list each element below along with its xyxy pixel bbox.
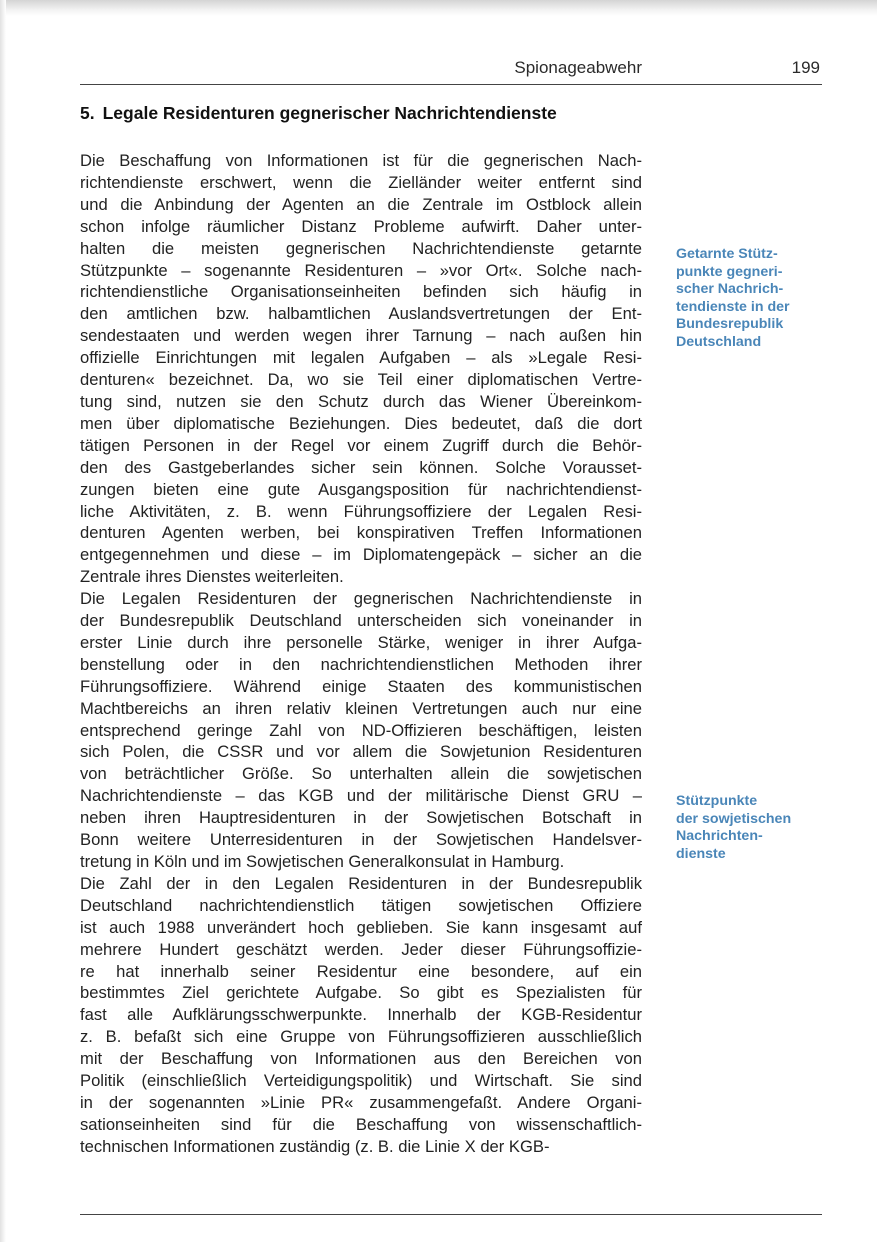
text-line: entsprechend geringe Zahl von ND-Offizieren beschäftigen, leisten <box>80 720 642 740</box>
section-number: 5. <box>80 103 95 123</box>
page-header <box>80 56 822 85</box>
text-line: der Bundesrepublik Deutschland unterscheiden sich voneinander in <box>80 611 642 631</box>
text-line: Deutschland nachrichtendienstlich tätigen sowjetischen Offiziere <box>80 895 642 915</box>
text-line: erster Linie durch ihre personelle Stärke, weniger in ihrer Aufga- <box>80 632 642 652</box>
running-title: Spionageabwehr <box>514 58 642 77</box>
body-text <box>80 150 642 1158</box>
text-line: z. B. befaßt sich eine Gruppe von Führungsoffizieren ausschließlich <box>80 1027 642 1047</box>
text-line: entgegennehmen und diese – im Diplomatengepäck – sicher an die <box>80 545 642 565</box>
text-line: neben ihren Hauptresidenturen in der Sowjetischen Botschaft in <box>80 808 642 828</box>
margin-note-line: punkte gegneri- <box>676 263 783 280</box>
text-line: ist auch 1988 unverändert hoch geblieben. Sie kann insgesamt auf <box>80 917 642 937</box>
margin-note-getarnte-stuetzpunkte <box>676 246 816 351</box>
page-number: 199 <box>791 58 820 77</box>
margin-note-line: tendienste in der <box>676 298 790 315</box>
text-line: denturen Agenten werben, bei konspirativen Treffen Informationen <box>80 523 642 543</box>
text-line: zungen bieten eine gute Ausgangsposition für nachrichtendienst- <box>80 479 642 499</box>
text-line: mit der Beschaffung von Informationen aus den Bereichen von <box>80 1049 642 1069</box>
section-title: Legale Residenturen gegnerischer Nachrichtendienste <box>102 103 557 123</box>
text-line: benstellung oder in den nachrichtendienstlichen Methoden ihrer <box>80 654 642 674</box>
paragraph <box>80 588 642 873</box>
text-line: men über diplomatische Beziehungen. Dies bedeutet, daß die dort <box>80 413 642 433</box>
margin-note-sowjetische-stuetzpunkte <box>676 793 816 863</box>
text-line: von beträchtlicher Größe. So unterhalten allein die sowjetischen <box>80 764 642 784</box>
text-line: halten die meisten gegnerischen Nachrichtendienste getarnte <box>80 238 642 258</box>
text-line: Machtbereichs an ihren relativ kleinen Vertretungen auch nur eine <box>80 698 642 718</box>
margin-note-line: der sowjetischen <box>676 810 792 827</box>
text-line: Die Beschaffung von Informationen ist für die gegnerischen Nach- <box>80 151 642 170</box>
text-line: sich Polen, die CSSR und vor allem die Sowjetunion Residenturen <box>80 742 642 762</box>
text-line: liche Aktivitäten, z. B. wenn Führungsoffiziere der Legalen Resi- <box>80 501 642 521</box>
text-line: schon infolge räumlicher Distanz Probleme aufwirft. Daher unter- <box>80 216 642 236</box>
text-line: fast alle Aufklärungsschwerpunkte. Innerhalb der KGB-Residentur <box>80 1005 642 1025</box>
margin-note-line: Getarnte Stütz- <box>676 246 778 262</box>
text-line: den amtlichen bzw. halbamtlichen Auslandsvertretungen der Ent- <box>80 304 642 324</box>
section-heading <box>80 103 660 124</box>
text-line: den des Gastgeberlandes sicher sein können. Solche Vorausset- <box>80 457 642 477</box>
margin-note-line: Nachrichten- <box>676 828 763 844</box>
text-line: Zentrale ihres Dienstes weiterleiten. <box>80 567 344 587</box>
text-line: in der sogenannten »Linie PR« zusammengefaßt. Andere Organi- <box>80 1092 642 1112</box>
margin-note-line: Deutschland <box>676 333 762 350</box>
paragraph <box>80 150 642 588</box>
text-line: bestimmtes Ziel gerichtete Aufgabe. So gibt es Spezialisten für <box>80 983 642 1003</box>
text-line: offizielle Einrichtungen mit legalen Aufgaben – als »Legale Resi- <box>80 348 642 368</box>
text-line: Nachrichtendienste – das KGB und der militärische Dienst GRU – <box>80 786 642 806</box>
text-line: sationseinheiten sind für die Beschaffung von wissenschaftlich- <box>80 1114 642 1134</box>
text-line: Bonn weitere Unterresidenturen in der Sowjetischen Handelsver- <box>80 830 642 850</box>
margin-note-line: Bundesrepublik <box>676 316 784 332</box>
paragraph <box>80 873 642 1158</box>
text-line: re hat innerhalb seiner Residentur eine besondere, auf ein <box>80 961 642 981</box>
scan-shadow-top <box>0 0 877 16</box>
text-line: und die Anbindung der Agenten an die Zentrale im Ostblock allein <box>80 194 642 214</box>
margin-note-line: scher Nachrich- <box>676 281 784 297</box>
margin-note-line: Stützpunkte <box>676 793 758 809</box>
text-line: denturen« bezeichnet. Da, wo sie Teil einer diplomatischen Vertre- <box>80 370 642 390</box>
text-line: Die Legalen Residenturen der gegnerischen Nachrichtendienste in <box>80 589 642 609</box>
text-line: tretung in Köln und im Sowjetischen Generalkonsulat in Hamburg. <box>80 852 565 871</box>
text-line: richtendienstliche Organisationseinheiten befinden sich häufig in <box>80 282 642 302</box>
text-line: technischen Informationen zuständig (z. B. die Linie X der KGB- <box>80 1136 550 1156</box>
margin-note-line: dienste <box>676 845 726 862</box>
text-line: tätigen Personen in der Regel vor einem Zugriff durch die Behör- <box>80 435 642 455</box>
text-line: tung sind, nutzen sie den Schutz durch das Wiener Übereinkom- <box>80 391 642 411</box>
text-line: Die Zahl der in den Legalen Residenturen in der Bundesrepublik <box>80 873 642 893</box>
text-line: Stützpunkte – sogenannte Residenturen – »vor Ort«. Solche nach- <box>80 260 642 280</box>
text-line: sendestaaten und werden wegen ihrer Tarnung – nach außen hin <box>80 326 642 346</box>
text-line: richtendienste erschwert, wenn die Zielländer weiter entfernt sind <box>80 172 642 192</box>
text-line: mehrere Hundert geschätzt werden. Jeder dieser Führungsoffizie- <box>80 939 642 959</box>
text-line: Führungsoffiziere. Während einige Staaten des kommunistischen <box>80 676 642 696</box>
footer-rule <box>80 1214 822 1215</box>
scan-shadow-left <box>0 0 6 1242</box>
text-line: Politik (einschließlich Verteidigungspolitik) und Wirtschaft. Sie sind <box>80 1071 642 1091</box>
